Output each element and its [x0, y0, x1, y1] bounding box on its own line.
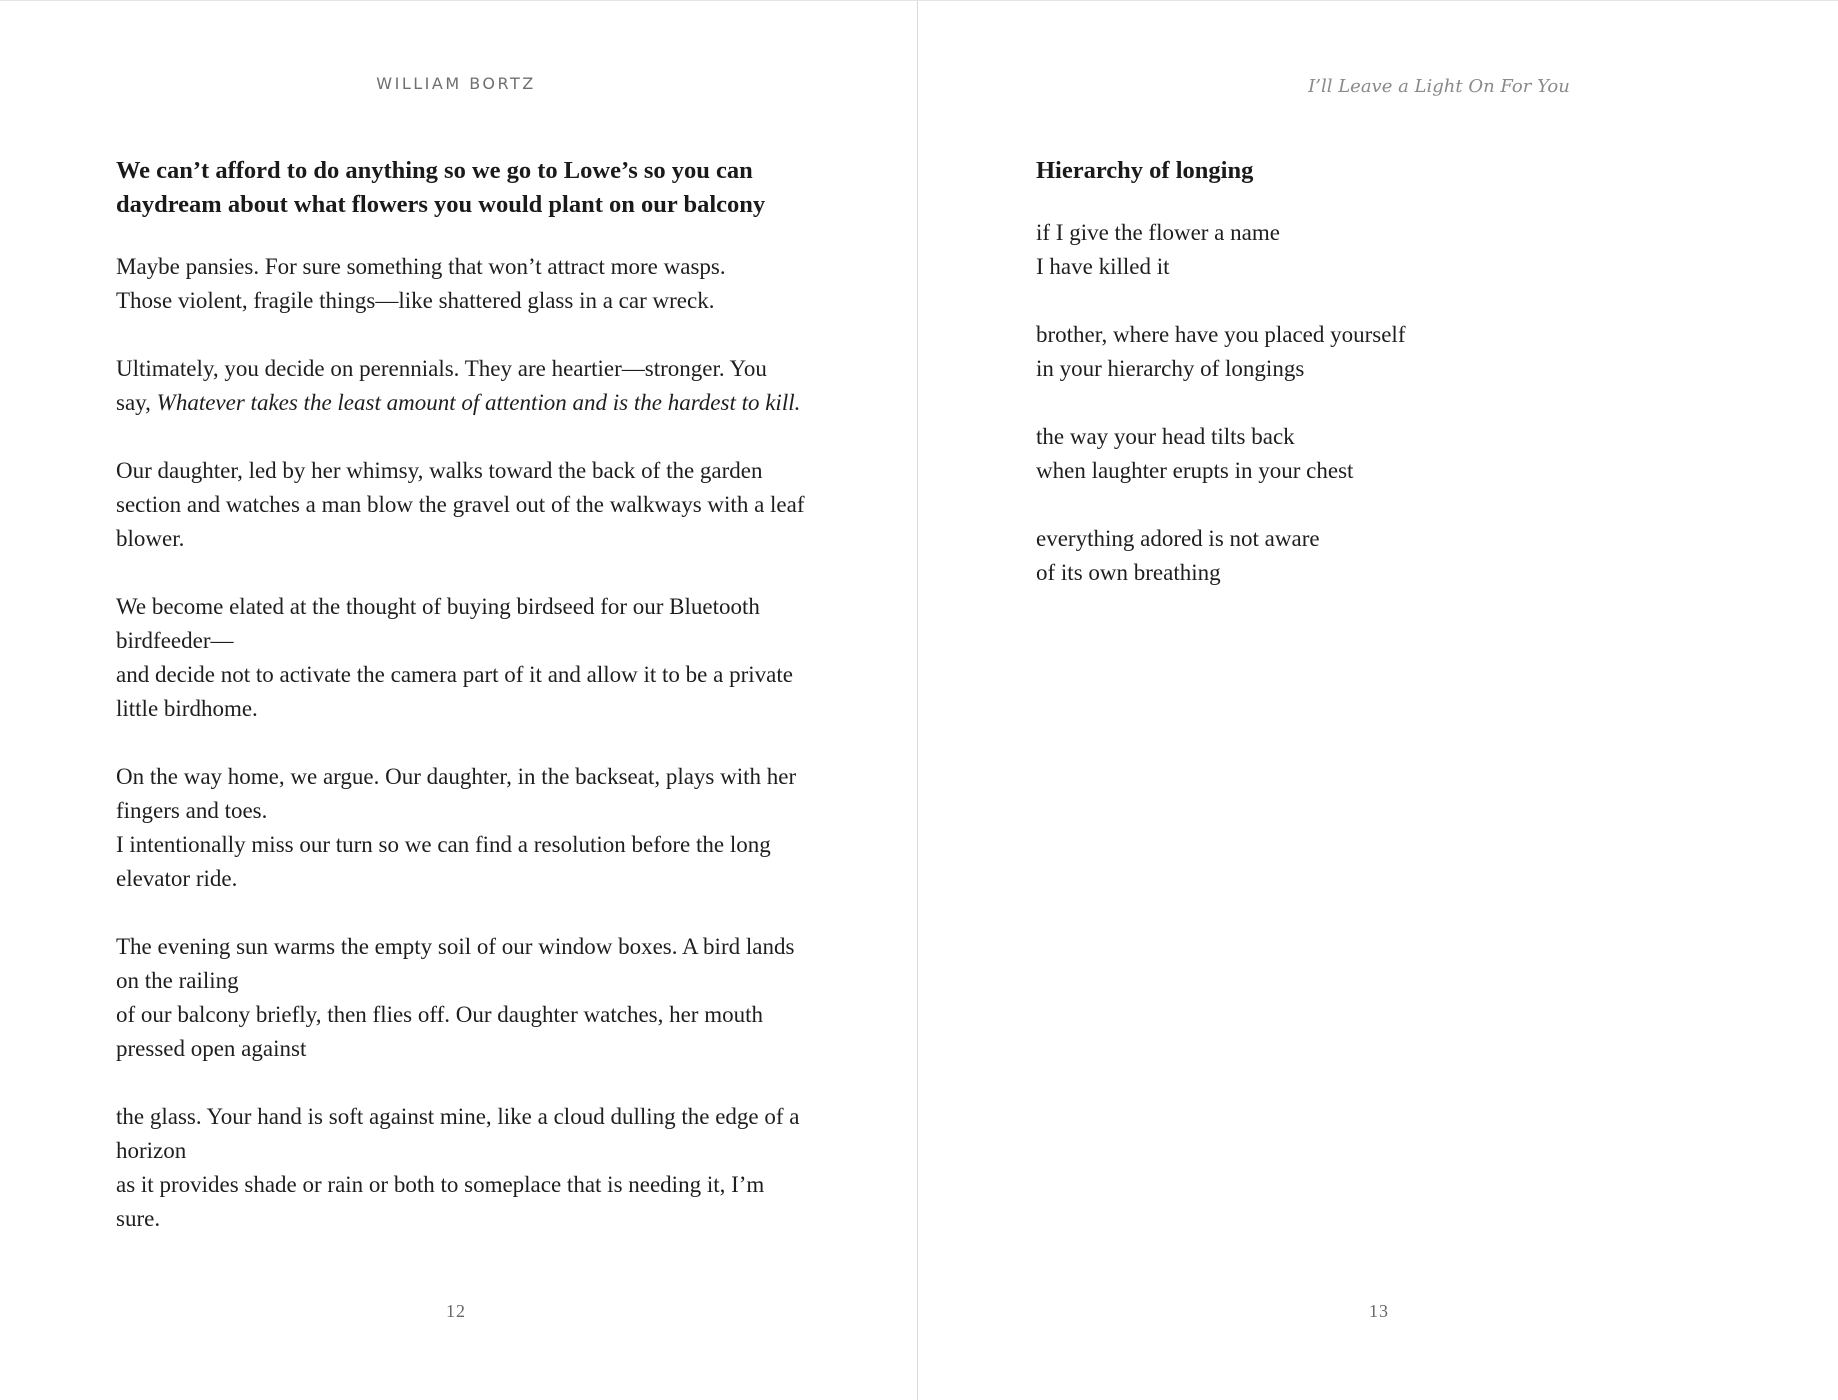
- stanza: everything adored is not aware of its own breathing: [1036, 526, 1320, 585]
- stanza: The evening sun warms the empty soil of our window boxes. A bird lands on the railing of our balcony briefly, then flies off. Our daughter watches, her mouth pressed open against: [116, 934, 795, 1061]
- page-number-left: 12: [446, 1301, 466, 1321]
- left-poem: [116, 154, 811, 1270]
- stanza-text: Ultimately, you decide on perennials. They are heartier—stronger. You say,: [116, 356, 773, 415]
- stanza: [116, 352, 806, 420]
- stanza: if I give the flower a name I have killed it: [1036, 220, 1280, 279]
- stanza: brother, where have you placed yourself in your hierarchy of longings: [1036, 322, 1406, 381]
- stanza: We become elated at the thought of buying birdseed for our Bluetooth birdfeeder— and decide not to activate the camera part of it and allow it to be a private little birdhome.: [116, 594, 793, 721]
- page-number-right: 13: [1369, 1301, 1389, 1321]
- italic-quote: Whatever takes the least amount of attention and is the hardest to kill.: [156, 390, 801, 415]
- running-head-author: WILLIAM BORTZ: [376, 74, 536, 93]
- stanza: Our daughter, led by her whimsy, walks toward the back of the garden section and watches a man blow the gravel out of the walkways with a leaf blower.: [116, 458, 811, 551]
- poem-title-hierarchy: Hierarchy of longing: [1036, 157, 1254, 184]
- running-head-book-title: I’ll Leave a Light On For You: [1308, 76, 1570, 97]
- stanza: Maybe pansies. For sure something that won’t attract more wasps. Those violent, fragile things—like shattered glass in a car wreck.: [116, 254, 726, 313]
- book-gutter: [917, 1, 918, 1400]
- poem-title-balcony: We can’t afford to do anything so we go to Lowe’s so you can daydream about what flowers you would plant on our balcony: [116, 157, 766, 218]
- left-page: [0, 1, 918, 1400]
- stanza: the way your head tilts back when laughter erupts in your chest: [1036, 424, 1354, 483]
- right-poem: [1036, 154, 1536, 624]
- right-page: [919, 1, 1838, 1400]
- stanza: On the way home, we argue. Our daughter, in the backseat, plays with her fingers and toes. I intentionally miss our turn so we can find a resolution before the long elevator ride.: [116, 764, 797, 891]
- stanza: the glass. Your hand is soft against mine, like a cloud dulling the edge of a horizon as it provides shade or rain or both to someplace that is needing it, I’m sure.: [116, 1104, 800, 1231]
